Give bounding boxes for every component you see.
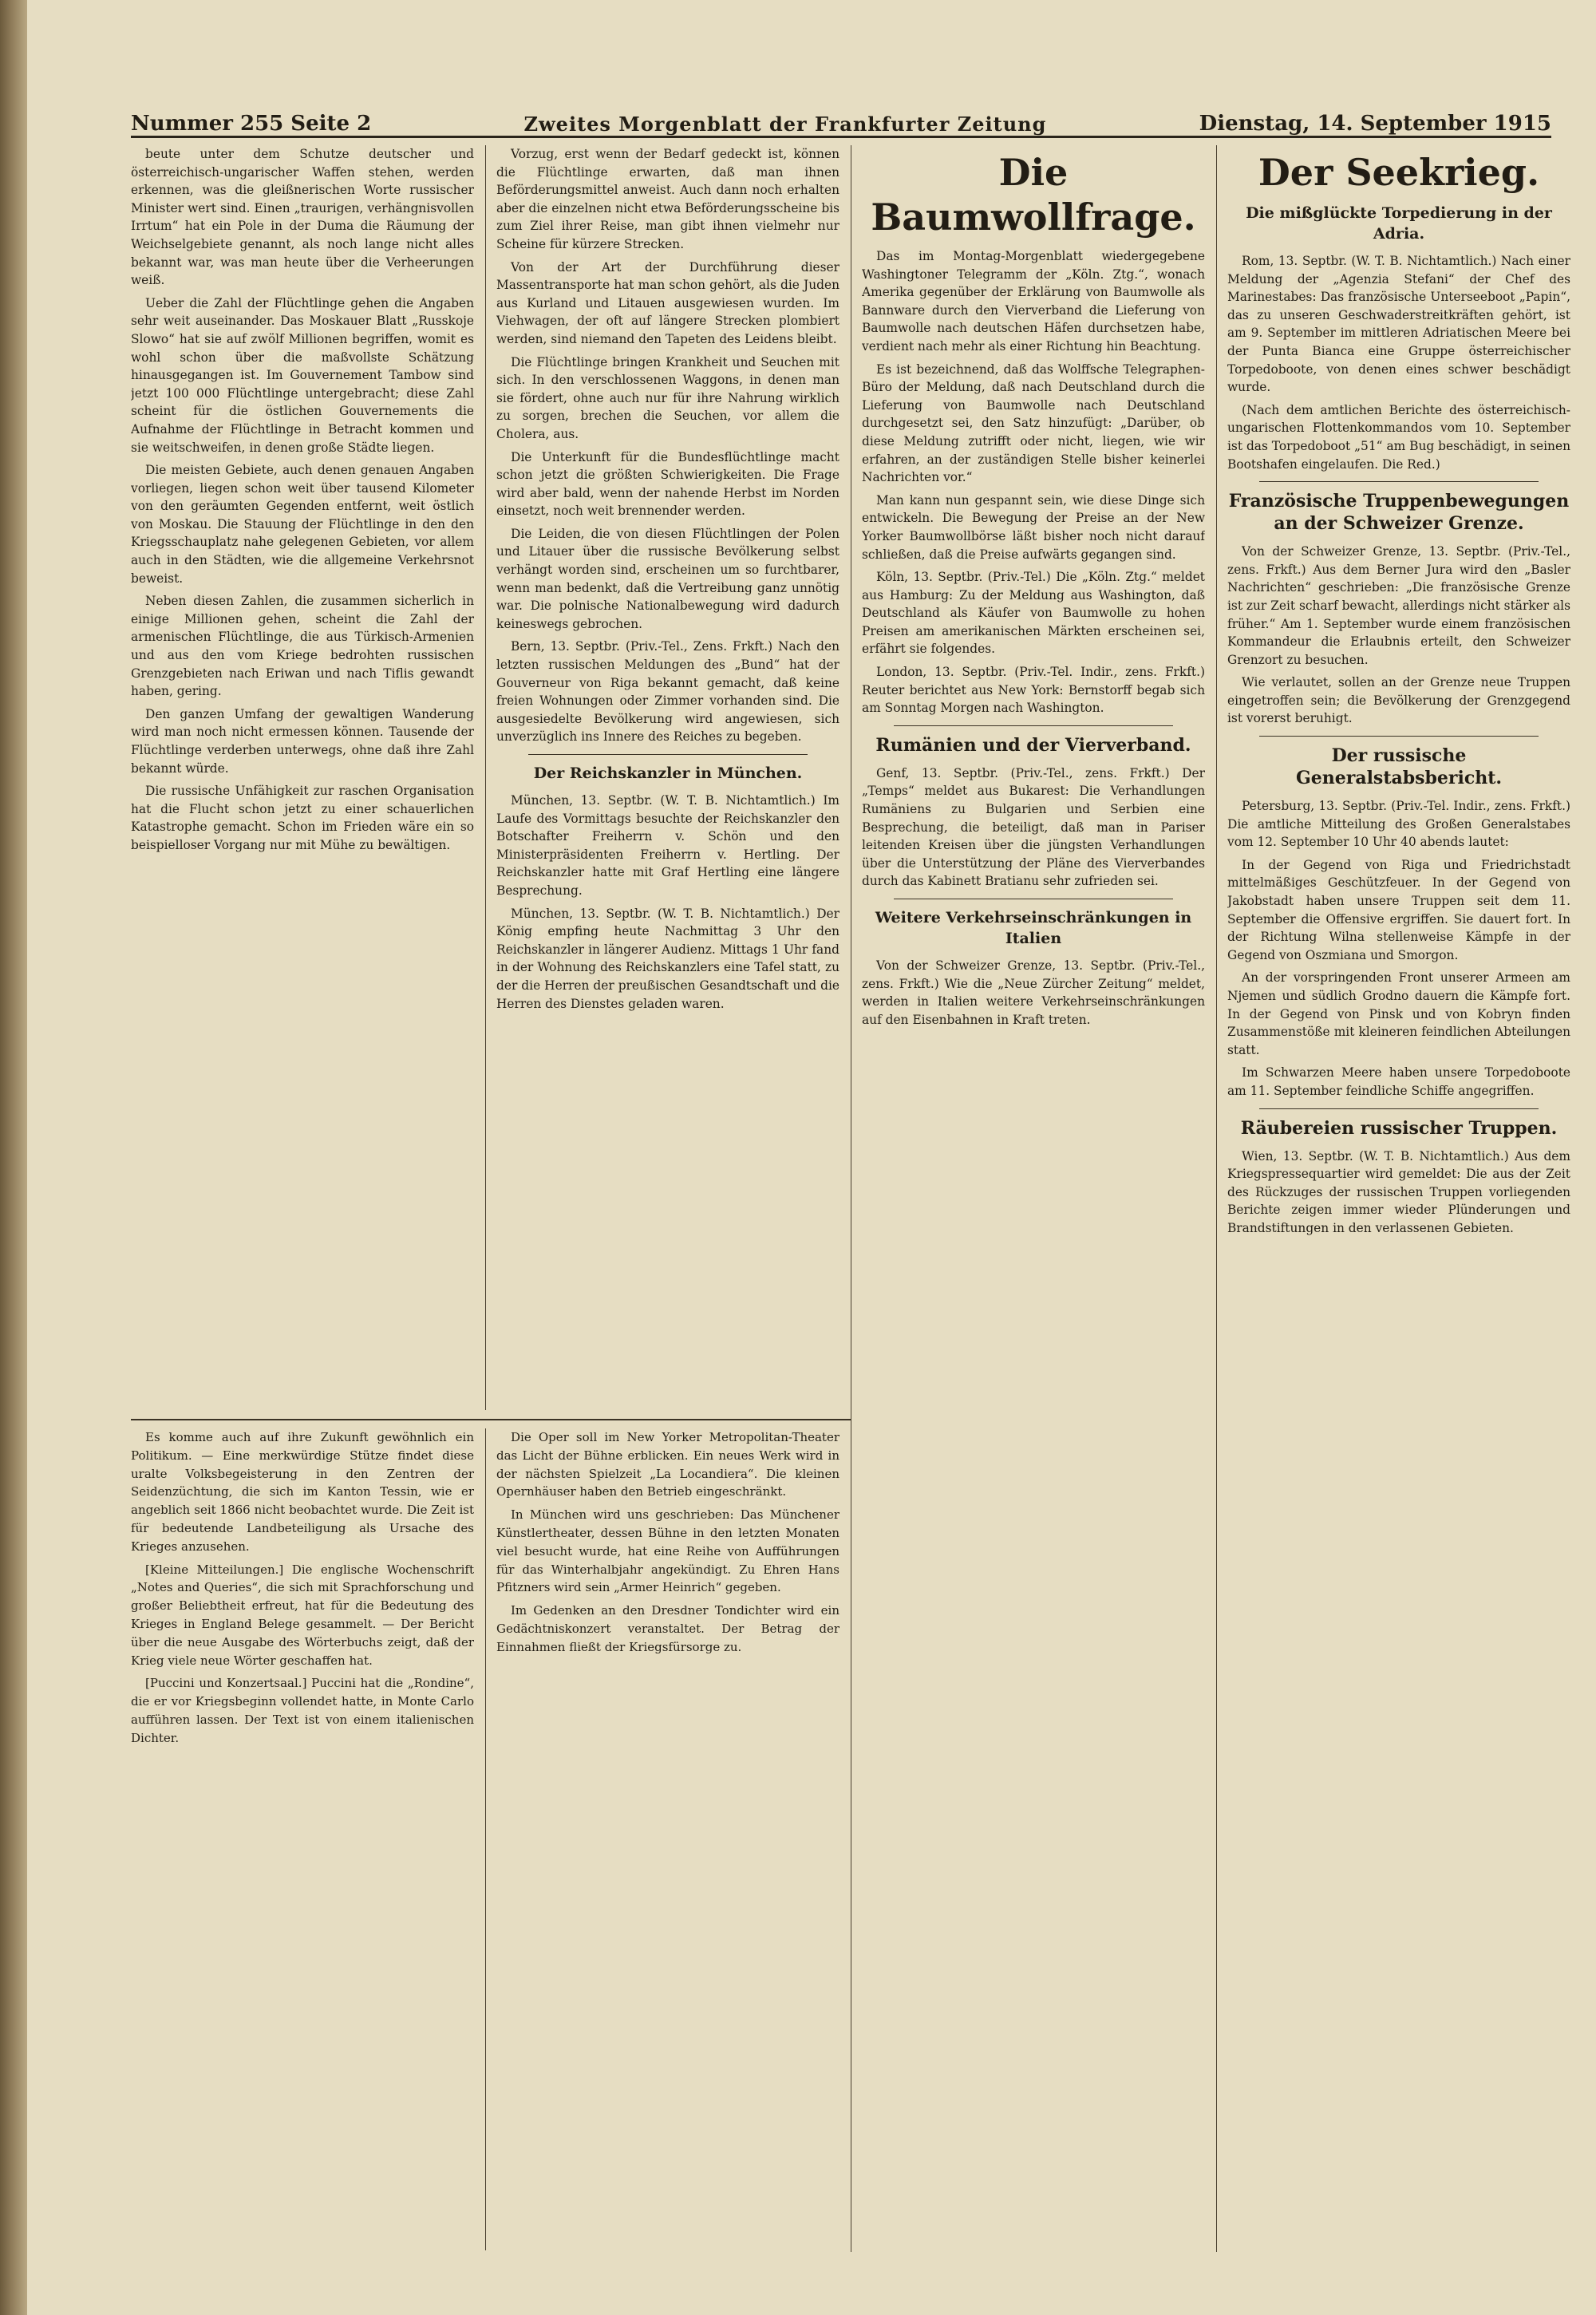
paragraph: Die Oper soll im New Yorker Metropolitan-Theater das Licht der Bühne erblicken. Ein neues Werk wird in der nächsten Spielzeit „La Locandiera“. Die kleinen Opernhäuser haben den Betrieb eingeschränkt. xyxy=(496,1430,839,1499)
paragraph: Von der Schweizer Grenze, 13. Septbr. (Priv.-Tel., zens. Frkft.) Aus dem Berner Jura wird den „Basler Nachrichten“ geschrieben: „Die französische Grenze ist zur Zeit scharf bewacht, allerdings nicht stärker als früher.“ Am 1. September wurde einem französischen Kommandeur die Erlaubnis erteilt, den Schweizer Grenzort zu besuchen. xyxy=(1227,544,1570,667)
col2-section-text xyxy=(496,792,839,1013)
paragraph: Wie verlautet, sollen an der Grenze neue Truppen eingetroffen sein; die Bevölkerung der Grenzgegend ist vorerst beruhigt. xyxy=(1227,675,1570,726)
paragraph: Rom, 13. Septbr. (W. T. B. Nichtamtlich.) Nach einer Meldung der „Agenzia Stefani“ der Chef des Marinestabes: Das französische Unterseeboot „Papin“, das zu unseren Geschwaderstreitkräften gehört, ist am 9. September im mittleren Adriatischen Meere bei der Punta Bianca eine Gruppe österreichischer Torpedoboote, von denen eines schwer beschädigt wurde. xyxy=(1227,254,1570,395)
feuilleton-left-text xyxy=(131,1428,474,1748)
book-binding xyxy=(0,0,27,2315)
paragraph: (Nach dem amtlichen Berichte des österreichisch-ungarischen Flottenkommandos vom 10. September ist das Torpedoboot „51“ am Bug beschädigt, in seinen Bootshafen eingelaufen. Die Red.) xyxy=(1227,402,1570,472)
feuilleton-right-text xyxy=(496,1428,839,1657)
paragraph: In der Gegend von Riga und Friedrichstadt mittelmäßiges Geschützfeuer. In der Gegend von Jakobstadt haben unsere Truppen seit dem 11. September die Offensive ergriffen. Sie dauert fort. In der Richtung Wilna stellenweise Kämpfe in der Gegend von Oszmiana und Smorgon. xyxy=(1227,857,1570,962)
paragraph: Bern, 13. Septbr. (Priv.-Tel., Zens. Frkft.) Nach den letzten russischen Meldungen des „Bund“ hat der Gouverneur von Riga bekannt gemacht, daß keine freien Wohnungen oder Zimmer vorhanden sind. Die ausgesiedelte Bevölkerung wird angewiesen, sich unverzüglich ins Innere des Reiches zu begeben. xyxy=(496,639,839,745)
col2-text xyxy=(496,145,839,746)
paragraph: Köln, 13. Septbr. (Priv.-Tel.) Die „Köln. Ztg.“ meldet aus Hamburg: Zu der Meldung aus Washington, daß Deutschland als Käufer von Baumwolle zu hohen Preisen am amerikanischen Märkten erscheinen sei, erfährt sie folgendes. xyxy=(862,570,1205,657)
masthead-date: Dienstag, 14. September 1915 xyxy=(1199,112,1551,136)
paragraph: An der vorspringenden Front unserer Armeen am Njemen und südlich Grodno dauern die Kämpfe fort. In der Gegend von Pinsk und von Kobryn finden Zusammenstöße mit kleineren feindlichen Abteilungen statt. xyxy=(1227,970,1570,1057)
section-divider xyxy=(1259,736,1539,737)
masthead xyxy=(131,102,1551,138)
section-title-reichskanzler: Der Reichskanzler in München. xyxy=(533,764,803,782)
column-4 xyxy=(1227,145,1570,2252)
paragraph: Neben diesen Zahlen, die zusammen sicherlich in einige Millionen gehen, scheint die Zahl der armenischen Flüchtlinge, die aus Türkisch-Armenien und aus den vom Kriege bedrohten russischen Grenzgebieten nach Eriwan und nach Tiflis gewandt haben, gering. xyxy=(131,594,474,699)
col4-section-text xyxy=(1227,543,1570,728)
section-divider xyxy=(528,754,808,755)
paragraph: Wien, 13. Septbr. (W. T. B. Nichtamtlich.) Aus dem Kriegspressequartier wird gemeldet: Die aus der Zeit des Rückzuges der russischen Truppen vorliegenden Berichte zeigen immer wieder Plünderungen und Brandstiftungen in den verlassenen Gebieten. xyxy=(1227,1148,1570,1235)
col4-text xyxy=(1227,252,1570,473)
paragraph: Die meisten Gebiete, auch denen genauen Angaben vorliegen, liegen schon weit über tausend Kilometer von den geräumten Gegenden entfernt, weit östlich von Moskau. Die Stauung der Flüchtlinge in den den Kriegsschauplatz nahe gelegenen Gebieten, vor allem auch in den Städten, wie die allgemeine Verkehrsnot beweist. xyxy=(131,463,474,586)
masthead-paper-name: Zweites Morgenblatt der Frankfurter Zeitung xyxy=(523,113,1047,136)
section-divider xyxy=(1259,1108,1539,1109)
paragraph: Im Gedenken an den Dresdner Tondichter wird ein Gedächtniskonzert veranstaltet. Der Betrag der Einnahmen fließt der Kriegsfürsorge zu. xyxy=(496,1603,839,1654)
paragraph: Man kann nun gespannt sein, wie diese Dinge sich entwickeln. Die Bewegung der Preise an der New Yorker Baumwollbörse läßt bisher noch nicht darauf schließen, daß die Preise aufwärts gegangen sind. xyxy=(862,492,1205,562)
col4-section2-text xyxy=(1227,797,1570,1100)
paragraph: Petersburg, 13. Septbr. (Priv.-Tel. Indir., zens. Frkft.) Die amtliche Mitteilung des Großen Generalstabes vom 12. September 10 Uhr 40 abends lautet: xyxy=(1227,799,1570,850)
paragraph: Das im Montag-Morgenblatt wiedergegebene Washingtoner Telegramm der „Köln. Ztg.“, wonach Amerika gegenüber der Erklärung von Baumwolle als Bannware durch den Vierverband die Lieferung von Baumwolle nach deutschen Häfen durchsetzen habe, verdient nach mehr als einer Richtung hin Beachtung. xyxy=(862,249,1205,354)
paragraph: [Puccini und Konzertsaal.] Puccini hat die „Rondine“, die er vor Kriegsbeginn vollendet hatte, in Monte Carlo aufführen lassen. Der Text ist von einem italienischen Dichter. xyxy=(131,1676,474,1745)
column-rule xyxy=(485,1428,486,2250)
paragraph: Es komme auch auf ihre Zukunft gewöhnlich ein Politikum. — Eine merkwürdige Stütze findet diese uralte Volksbegeisterung in den Zentren der Seidenzüchtung, die sich im Kanton Tessin, wie er angeblich seit 1866 nicht beobachtet wurde. Die Zeit ist für bedeutende Landbeteiligung als Ursache des Krieges anzusehen. xyxy=(131,1430,474,1554)
paragraph: Ueber die Zahl der Flüchtlinge gehen die Angaben sehr weit auseinander. Das Moskauer Blatt „Russkoje Slowo“ hat sie auf zwölf Millionen begriffen, womit es wohl schon über die maßvollste Schätzung hinausgegangen ist. Im Gouvernement Tambow sind jetzt 100 000 Flüchtlinge untergebracht; diese Zahl scheint für die östlichen Gouvernements die Aufnahme der Flüchtlinge in Betracht kommen und sie weitschweifen, in denen große Städte liegen. xyxy=(131,295,474,455)
feuilleton-left xyxy=(131,1428,474,2250)
section-title-rumaenien: Rumänien und der Vierverband. xyxy=(875,734,1191,756)
section-title-generalstabsbericht: Der russische Generalstabsbericht. xyxy=(1295,745,1503,789)
paragraph: Von der Schweizer Grenze, 13. Septbr. (Priv.-Tel., zens. Frkft.) Wie die „Neue Zürcher Zeitung“ meldet, werden in Italien weitere Verkehrseinschränkungen auf den Eisenbahnen in Kraft treten. xyxy=(862,958,1205,1027)
paragraph: London, 13. Septbr. (Priv.-Tel. Indir., zens. Frkft.) Reuter berichtet aus New York: Bernstorff begab sich am Sonntag Morgen nach Washington. xyxy=(862,665,1205,716)
paragraph: München, 13. Septbr. (W. T. B. Nichtamtlich.) Im Laufe des Vormittags besuchte der Reichskanzler den Botschafter Freiherrn v. Schön und den Ministerpräsidenten Freiherrn v. Hertling. Der Reichskanzler hatte mit Graf Hertling eine längere Besprechung. xyxy=(496,793,839,898)
paragraph: In München wird uns geschrieben: Das Münchener Künstlertheater, dessen Bühne in den letzten Monaten viel besucht wurde, hat eine Reihe von Aufführungen für das Winterhalbjahr angekündigt. Zu Ehren Hans Pfitzners wird sein „Armer Heinrich“ gegeben. xyxy=(496,1507,839,1595)
section-title-raeubereien: Räubereien russischer Truppen. xyxy=(1240,1117,1558,1139)
column-1 xyxy=(131,145,474,1410)
masthead-issue: Nummer 255 Seite 2 xyxy=(131,112,372,136)
col1-text xyxy=(131,145,474,855)
paragraph: Den ganzen Umfang der gewaltigen Wanderung wird man noch nicht ermessen können. Tausende der Flüchtlinge verderben unterwegs, ohne daß ihre Zahl bekannt würde. xyxy=(131,706,474,776)
feuilleton-right xyxy=(496,1428,839,2250)
col3-section-text xyxy=(862,764,1205,891)
paragraph: Die russische Unfähigkeit zur raschen Organisation hat die Flucht schon jetzt zu einer schauerlichen Katastrophe gemacht. Schon im Frieden wäre ein so beispielloser Vorgang nur mit Mühe zu bewältigen. xyxy=(131,784,474,852)
section-divider xyxy=(1259,481,1539,482)
paragraph: Es ist bezeichnend, daß das Wolffsche Telegraphen-Büro der Meldung, daß nach Deutschland durch die Lieferung von Baumwolle nach Deutschland durchgesetzt sei, den Satz hinzufügt: „Darüber, ob diese Meldung zutrifft oder nicht, liegen, wie wir erfahren, an der zuständigen Stelle bisher keinerlei Nachrichten vor.“ xyxy=(862,361,1205,485)
paragraph: Die Flüchtlinge bringen Krankheit und Seuchen mit sich. In den verschlossenen Waggons, in denen man sie fördert, ohne auch nur für ihre Nahrung wirklich zu sorgen, brechen die Seuchen, vor allem die Cholera, aus. xyxy=(496,354,839,441)
column-2 xyxy=(496,145,839,1410)
section-title-italien: Weitere Verkehrseinschränkungen in Italien xyxy=(875,909,1192,947)
feuilleton-rule xyxy=(131,1419,851,1420)
paragraph: Die Leiden, die von diesen Flüchtlingen der Polen und Litauer über die russische Bevölkerung selbst verhängt worden sind, erscheinen um so furchtbarer, wenn man bedenkt, daß die Vertreibung ganz unnötig war. Die polnische Nationalbewegung wird dadurch keineswegs gebrochen. xyxy=(496,526,839,631)
paragraph: Die Unterkunft für die Bundesflüchtlinge macht schon jetzt die größten Schwierigkeiten. Die Frage wird aber bald, wenn der nahende Herbst im Norden einsetzt, noch weit brennender werden. xyxy=(496,449,839,519)
paragraph: Von der Art der Durchführung dieser Massentransporte hat man schon gehört, als die Juden aus Kurland und Litauen ausgewiesen wurden. Im Viehwagen, der oft auf längere Strecken plombiert werden, sind niemand den Tapeten des Leidens bleibt. xyxy=(496,259,839,346)
section-title-truppenbewegungen: Französische Truppenbewegungen an der Schweizer Grenze. xyxy=(1228,491,1570,535)
paragraph: Vorzug, erst wenn der Bedarf gedeckt ist, können die Flüchtlinge erwarten, daß man ihnen Beförderungsmittel anweist. Auch dann noch erhalten aber die einzelnen nicht etwa Beförderungsscheine bis zum Ziel ihrer Reise, man gibt ihnen vielmehr nur Scheine für kürzere Strecken. xyxy=(496,147,839,251)
col3-section2-text xyxy=(862,957,1205,1029)
paragraph: München, 13. Septbr. (W. T. B. Nichtamtlich.) Der König empfing heute Nachmittag 3 Uhr den Reichskanzler in längerer Audienz. Mittags 1 Uhr fand in der Wohnung des Reichskanzlers eine Tafel statt, zu der die Herren der preußischen Gesandtschaft und die Herren des Dienstes geladen waren. xyxy=(496,906,839,1011)
newspaper-page xyxy=(27,0,1596,2315)
headline-seekrieg: Der Seekrieg. xyxy=(1258,151,1540,194)
section-divider xyxy=(894,725,1173,726)
paragraph: beute unter dem Schutze deutscher und österreichisch-ungarischer Waffen stehen, werden erkennen, was die gleißnerischen Worte russischer Minister wert sind. Einen „traurigen, verhängnisvollen Irrtum“ hat ein Pole in der Duma die Räumung der Weichselgebiete genannt, als noch lange nicht alles bekannt war, was man heute über die Verheerungen weiß. xyxy=(131,147,474,288)
headline-baumwollfrage: Die Baumwollfrage. xyxy=(871,151,1196,239)
column-rule xyxy=(1216,145,1217,2252)
column-rule xyxy=(485,145,486,1410)
paragraph: [Kleine Mitteilungen.] Die englische Wochenschrift „Notes and Queries“, die sich mit Sprachforschung und großer Beliebtheit erfreut, hat für die Bedeutung des Krieges in England Belege gesammelt. — Der Bericht über die neue Ausgabe des Wörterbuchs zeigt, daß der Krieg viele neue Wörter geschaffen hat. xyxy=(131,1562,474,1668)
subheadline-torpedierung: Die mißglückte Torpedierung in der Adria. xyxy=(1246,204,1552,243)
column-3 xyxy=(862,145,1205,2252)
col3-text xyxy=(862,247,1205,717)
paragraph: Im Schwarzen Meere haben unsere Torpedoboote am 11. September feindliche Schiffe angegriffen. xyxy=(1227,1065,1570,1098)
paragraph: Genf, 13. Septbr. (Priv.-Tel., zens. Frkft.) Der „Temps“ meldet aus Bukarest: Die Verhandlungen Rumäniens zu Bulgarien und Serbien eine Besprechung, die beteiligt, daß man in Pariser leitenden Kreisen über die jüngsten Verhandlungen über die Unterstützung der Pläne des Vierverbandes durch das Kabinett Bratianu sehr zufrieden sei. xyxy=(862,765,1205,889)
col4-section3-text xyxy=(1227,1148,1570,1238)
